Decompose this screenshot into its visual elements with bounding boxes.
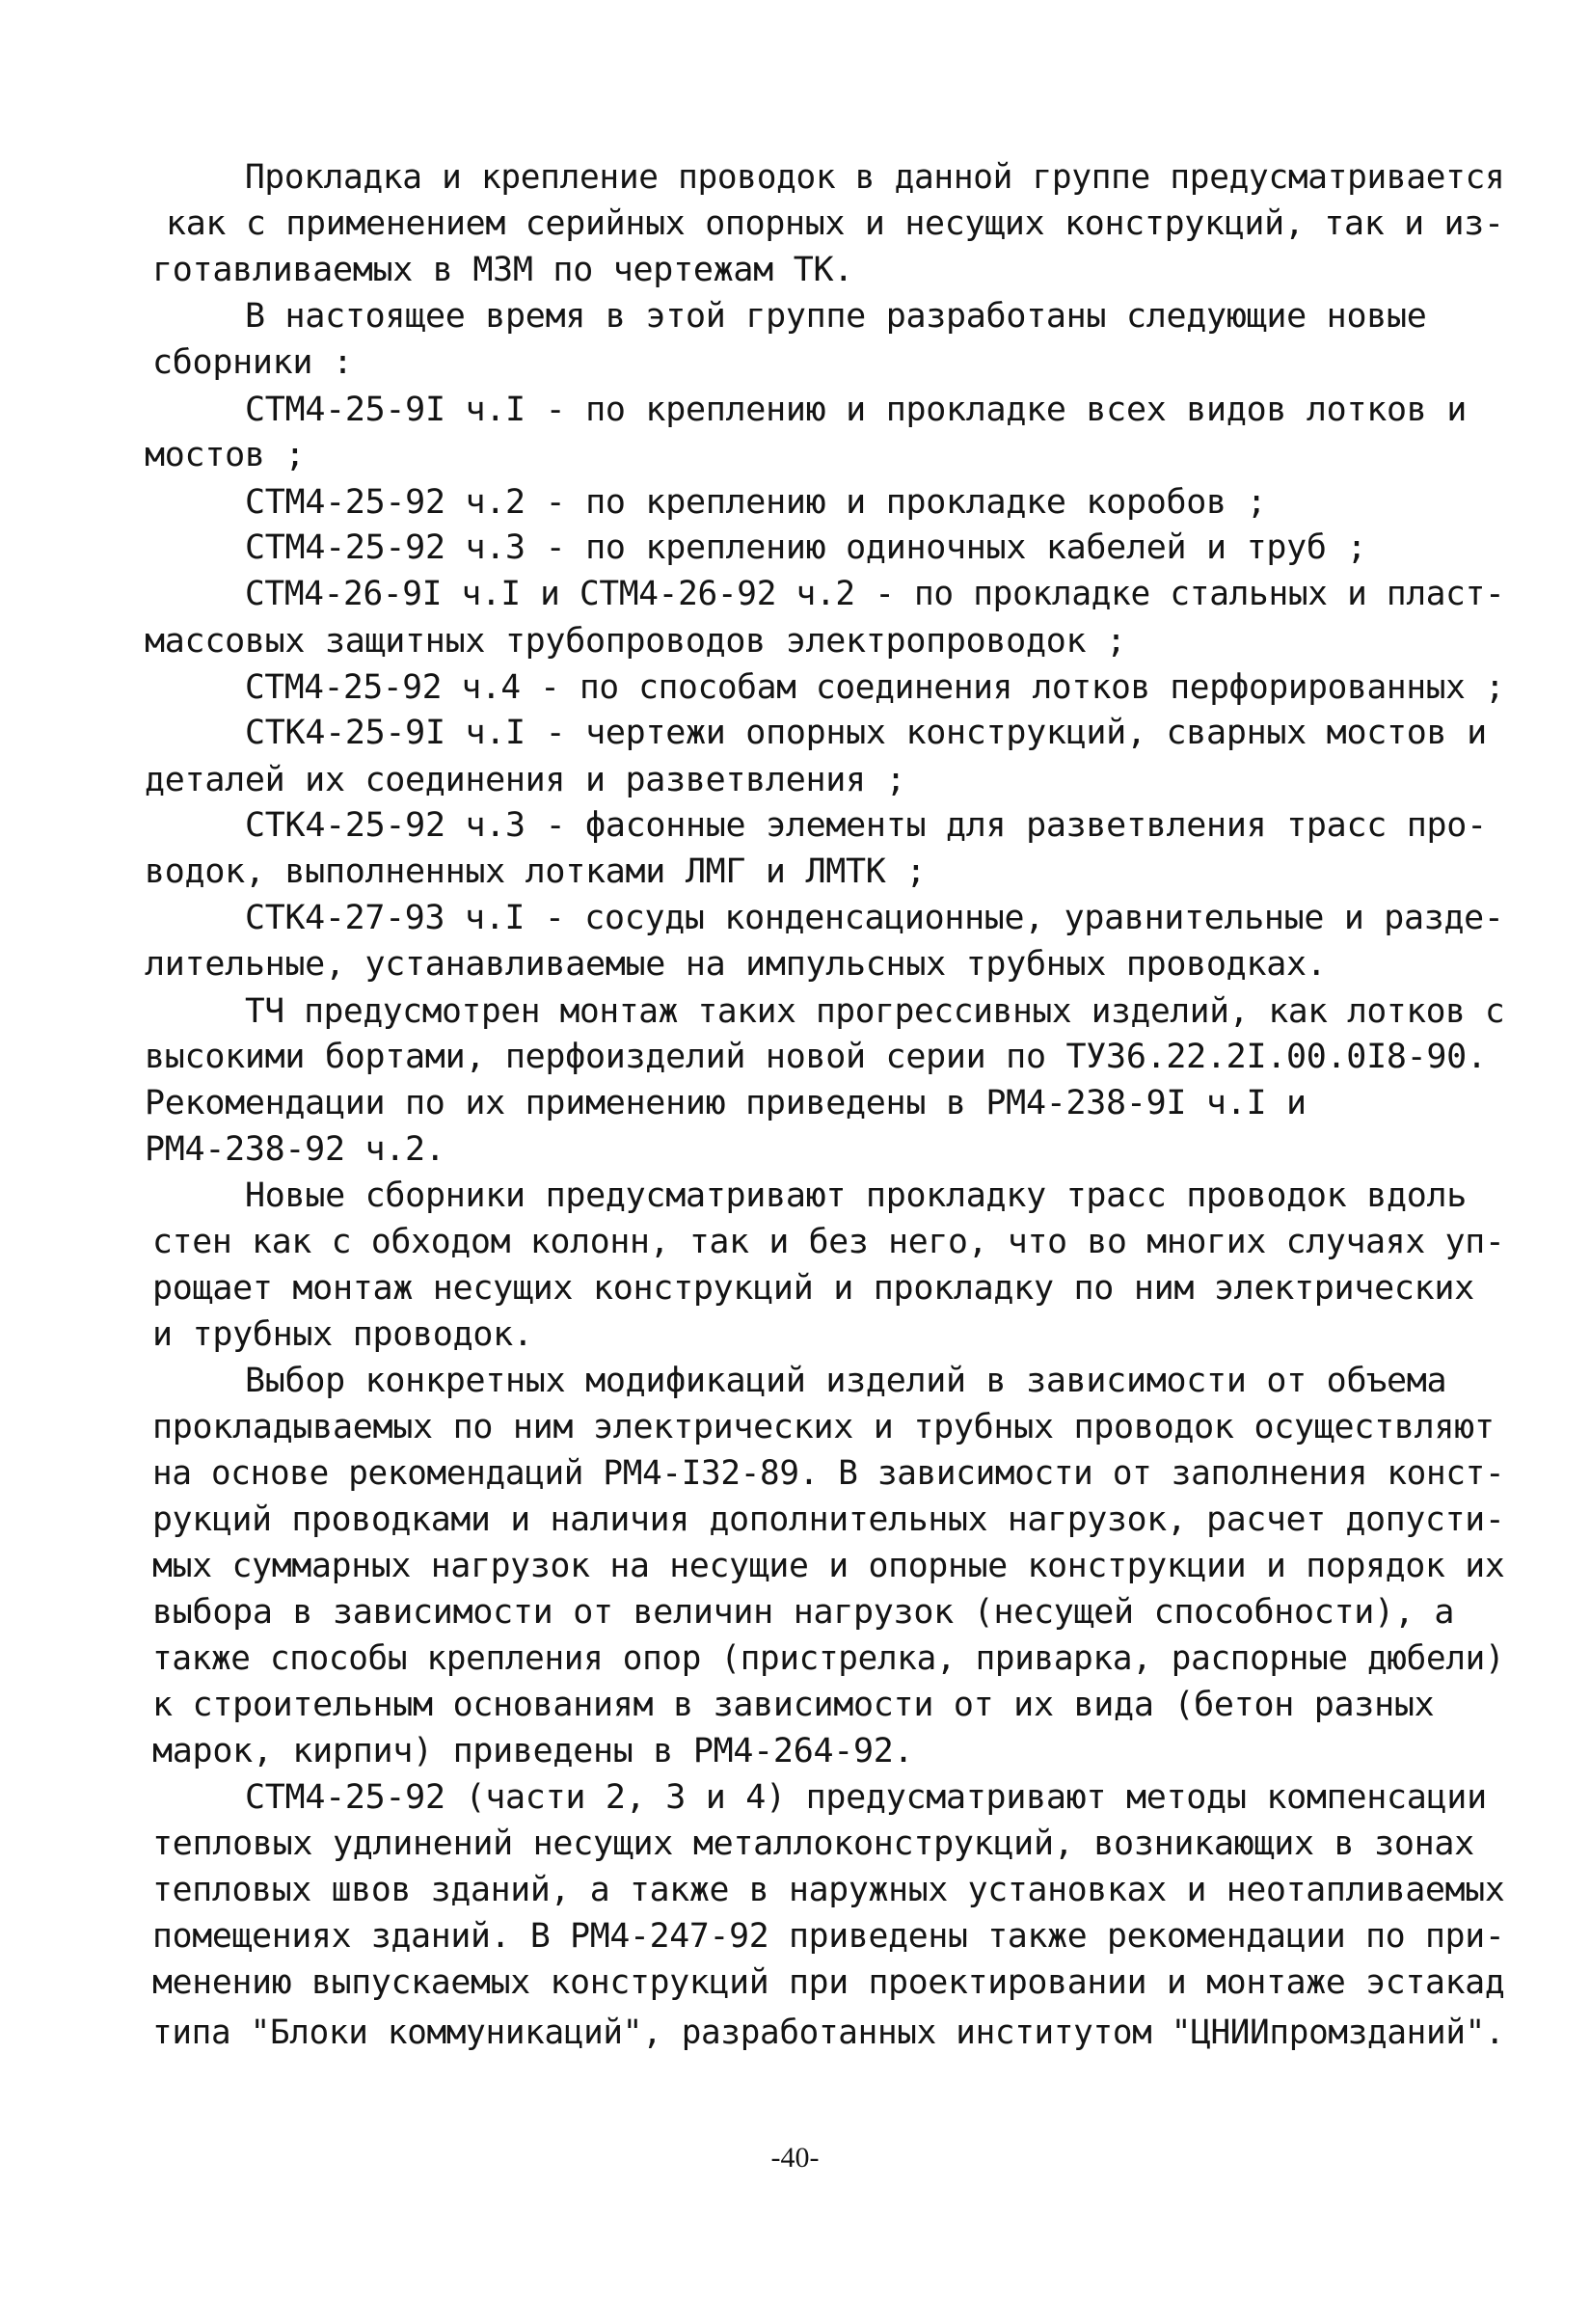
text-line: типа "Блоки коммуникаций", разработанных институтом "ЦНИИпромзданий".: [152, 2013, 1505, 2052]
text-line: деталей их соединения и разветвления ;: [145, 761, 906, 799]
text-line: сборники :: [152, 343, 353, 382]
text-line: выбора в зависимости от величин нагрузок (несущей способности), а: [152, 1593, 1455, 1632]
text-line: ТЧ предусмотрен монтаж таких прогрессивных изделий, как лотков с: [245, 992, 1505, 1031]
text-line: Рекомендации по их применению приведены в РМ4-238-9I ч.I и: [145, 1084, 1307, 1122]
text-line: РМ4-238-92 ч.2.: [145, 1130, 445, 1169]
text-line: лительные, устанавливаемые на импульсных трубных проводках.: [145, 945, 1327, 984]
text-line: СТК4-27-93 ч.I - сосуды конденсационные, уравнительные и разде-: [245, 899, 1504, 937]
text-line: СТК4-25-9I ч.I - чертежи опорных конструкций, сварных мостов и: [245, 714, 1487, 752]
text-line: СТМ4-25-92 (части 2, 3 и 4) предусматривают методы компенсации: [245, 1778, 1487, 1817]
text-line: на основе рекомендаций РМ4-I32-89. В зависимости от заполнения конст-: [152, 1454, 1505, 1493]
text-line: СТМ4-25-9I ч.I - по креплению и прокладке всех видов лотков и: [245, 391, 1468, 429]
text-line: готавливаемых в МЗМ по чертежам ТК.: [152, 251, 854, 289]
text-line: высокими бортами, перфоизделий новой серии по ТУ36.22.2I.00.0I8-90.: [145, 1038, 1487, 1076]
text-line: мых суммарных нагрузок на несущие и опорные конструкции и порядок их: [152, 1547, 1505, 1585]
text-line: В настоящее время в этой группе разработаны следующие новые: [245, 297, 1427, 336]
text-line: стен как с обходом колонн, так и без него, что во многих случаях уп-: [152, 1223, 1505, 1261]
text-line: СТМ4-26-9I ч.I и СТМ4-26-92 ч.2 - по прокладке стальных и пласт-: [245, 575, 1505, 613]
page-number: -40-: [770, 2142, 820, 2174]
text-line: менению выпускаемых конструкций при проектировании и монтаже эстакад: [152, 1963, 1505, 2002]
text-line: тепловых швов зданий, а также в наружных установках и неотапливаемых: [152, 1871, 1505, 1909]
text-line: тепловых удлинений несущих металлоконструкций, возникающих в зонах: [152, 1824, 1474, 1863]
text-line: к строительным основаниям в зависимости от их вида (бетон разных: [152, 1686, 1435, 1724]
text-line: рукций проводками и наличия дополнительных нагрузок, расчет допусти-: [152, 1500, 1505, 1539]
text-line: массовых защитных трубопроводов электропроводок ;: [145, 622, 1126, 661]
text-line: также способы крепления опор (пристрелка, приварка, распорные дюбели): [152, 1639, 1505, 1678]
text-line: Новые сборники предусматривают прокладку трасс проводок вдоль: [245, 1176, 1468, 1215]
text-line: и трубных проводок.: [152, 1315, 533, 1354]
text-line: Прокладка и крепление проводок в данной группе предусматривается: [245, 158, 1505, 197]
text-line: мостов ;: [145, 436, 306, 474]
text-line: Выбор конкретных модификаций изделий в зависимости от объема: [245, 1362, 1447, 1400]
text-line: водок, выполненных лотками ЛМГ и ЛМТК ;: [145, 852, 927, 891]
text-line: марок, кирпич) приведены в РМ4-264-92.: [152, 1732, 914, 1770]
text-line: СТМ4-25-92 ч.4 - по способам соединения лотков перфорированных ;: [245, 668, 1505, 707]
text-line: помещениях зданий. В РМ4-247-92 приведены также рекомендации по при-: [152, 1917, 1505, 1956]
text-line: СТМ4-25-92 ч.3 - по креплению одиночных кабелей и труб ;: [245, 528, 1367, 567]
text-line: рощает монтаж несущих конструкций и прокладку по ним электрических: [152, 1269, 1474, 1308]
text-line: как с применением серийных опорных и несущих конструкций, так и из-: [166, 204, 1504, 243]
text-line: СТК4-25-92 ч.3 - фасонные элементы для разветвления трасс про-: [245, 806, 1487, 845]
text-line: СТМ4-25-92 ч.2 - по креплению и прокладке коробов ;: [245, 483, 1267, 522]
text-line: прокладываемых по ним электрических и трубных проводок осуществляют: [152, 1408, 1495, 1446]
